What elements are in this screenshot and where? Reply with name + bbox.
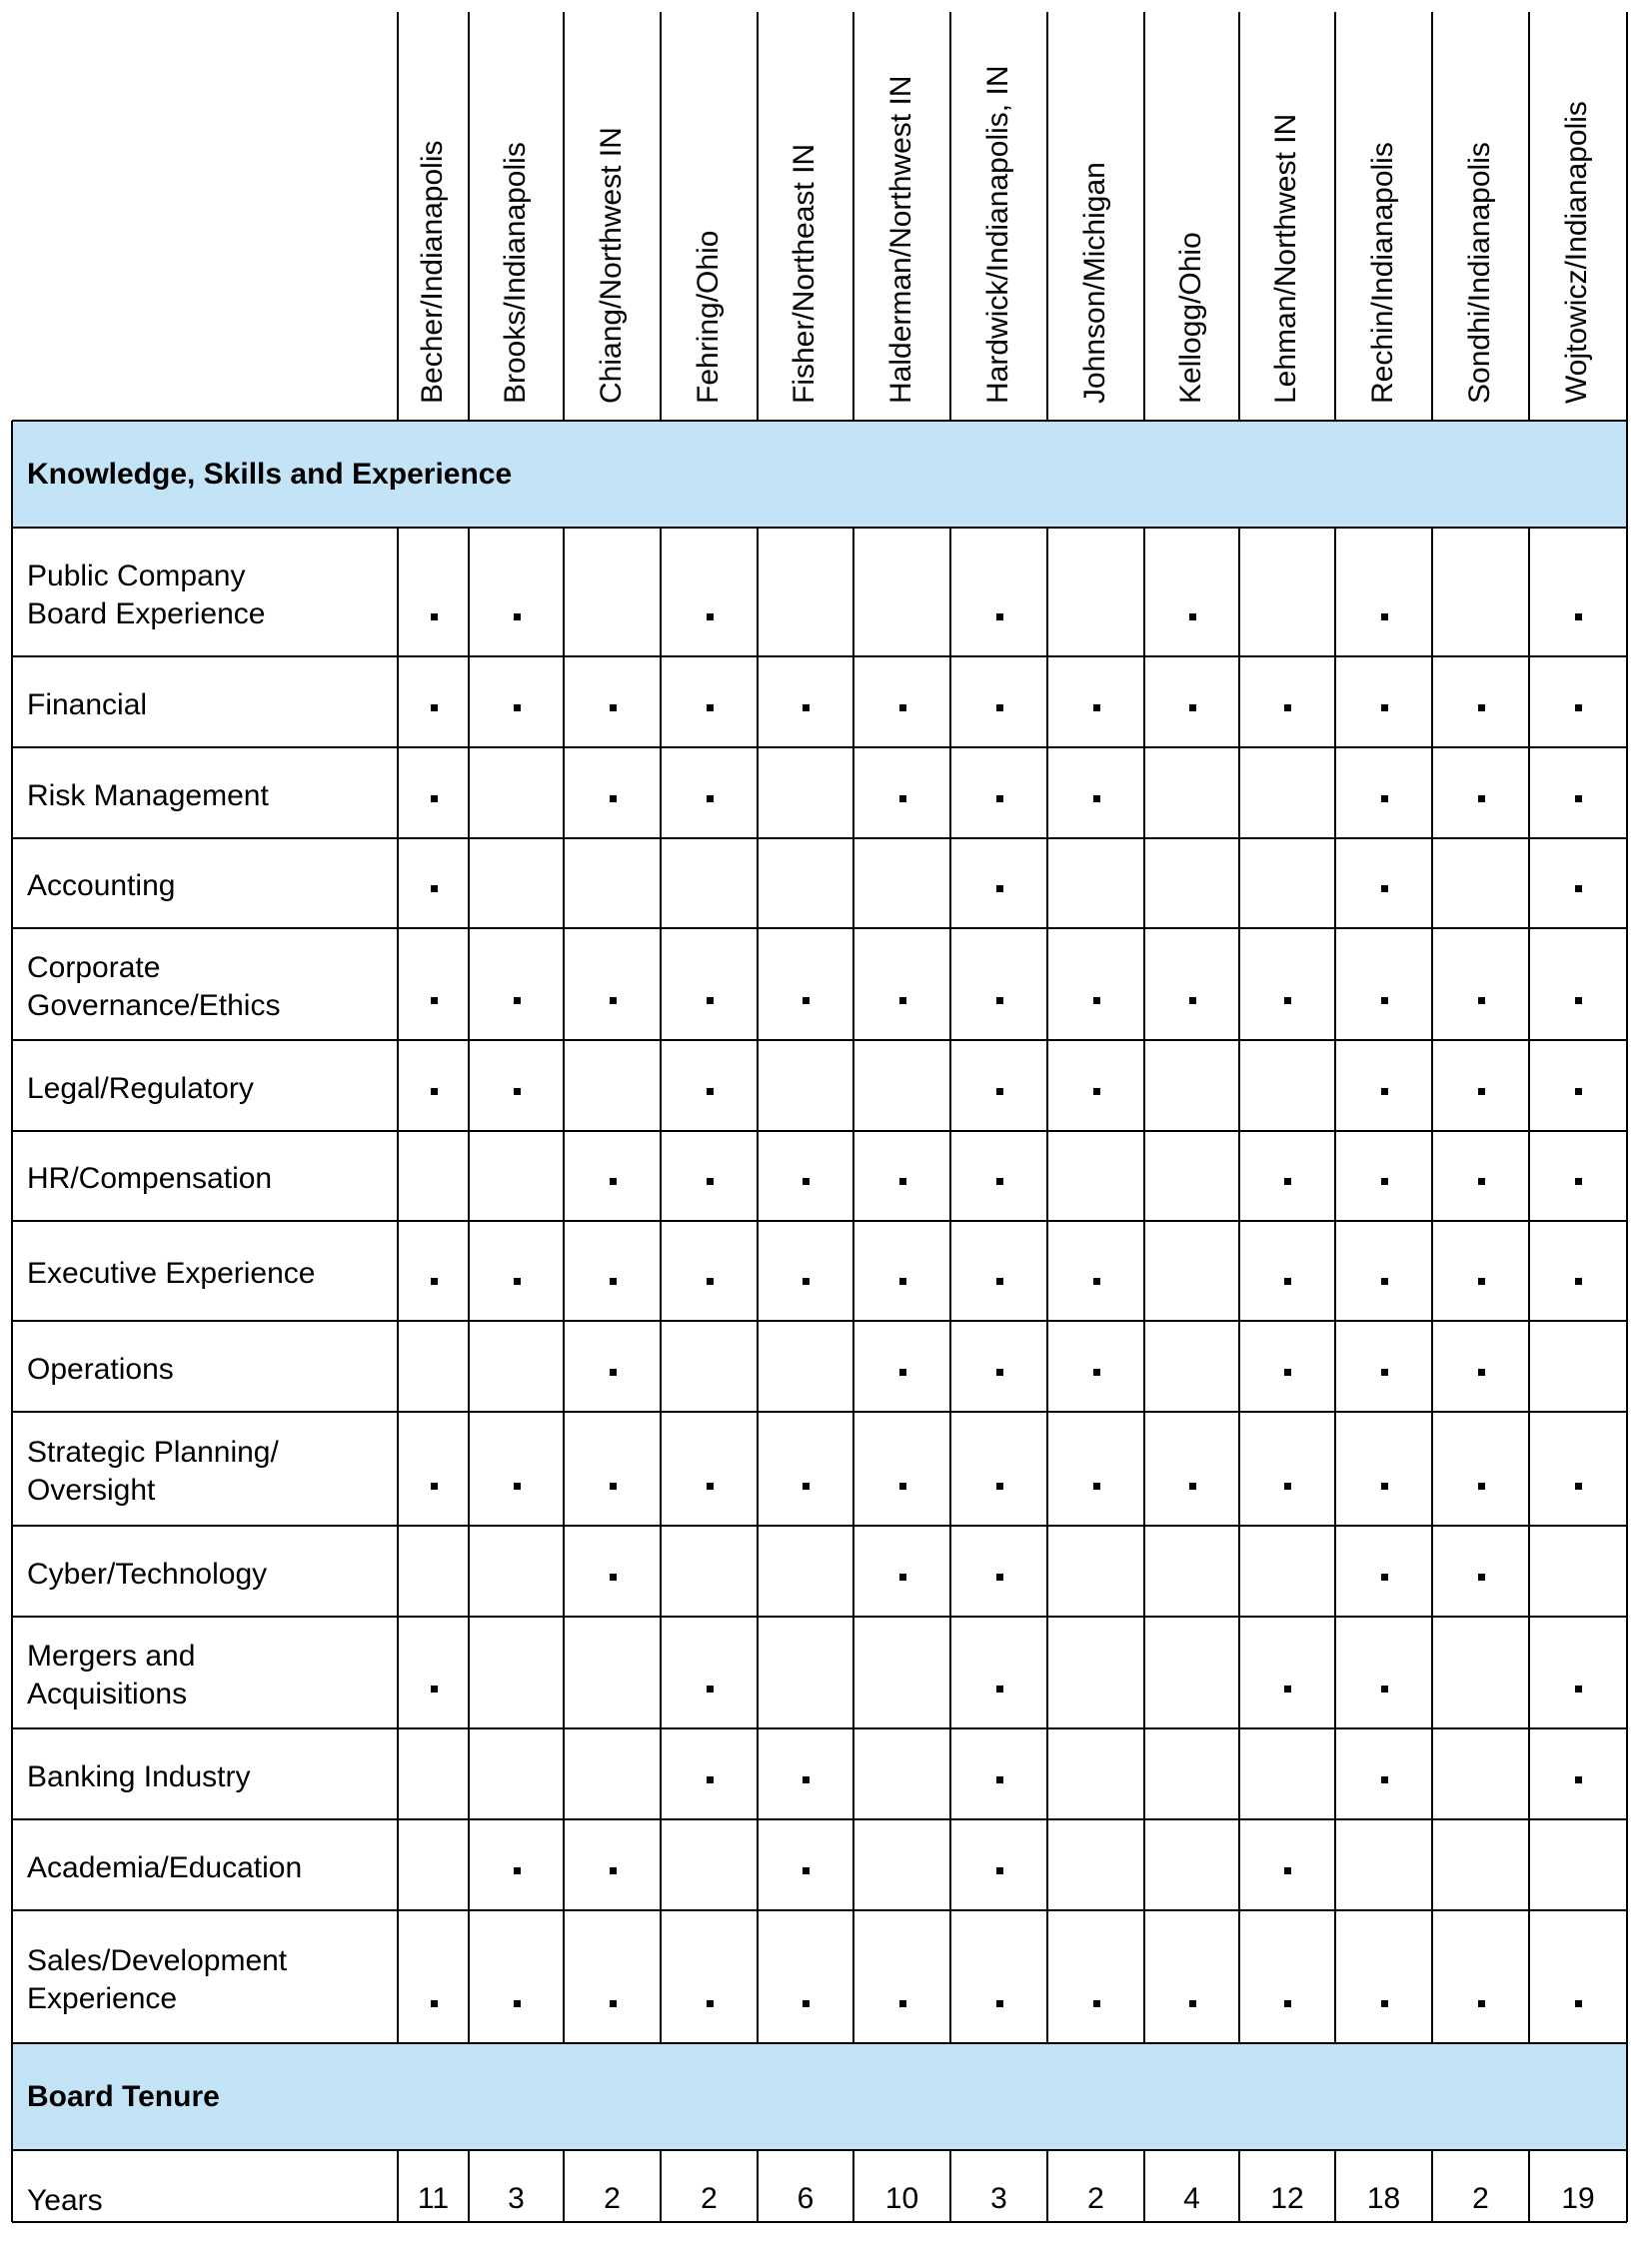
skill-mark-dot: [803, 1483, 810, 1490]
tenure-value: 11: [417, 2182, 450, 2215]
skill-row-label: [27, 686, 147, 724]
skill-mark-dot: [514, 1278, 521, 1285]
skill-row-label: [27, 1758, 250, 1796]
skill-mark-dot: [996, 1867, 1003, 1874]
skill-mark-dot: [707, 997, 714, 1004]
header-column-divider: [949, 12, 951, 421]
skill-mark-dot: [707, 1088, 714, 1095]
skill-mark-dot: [431, 613, 438, 620]
director-column-header: Fisher/Northeast IN: [788, 143, 820, 404]
section-band-tenure: [12, 2043, 1627, 2150]
header-column-divider: [468, 12, 470, 421]
skill-mark-dot: [1284, 1178, 1291, 1185]
skill-mark-dot: [1381, 2000, 1388, 2007]
director-column-header: Rechin/Indianapolis: [1365, 142, 1399, 404]
skill-mark-dot: [803, 1278, 810, 1285]
skill-mark-dot: [996, 1178, 1003, 1185]
skill-row-label: [27, 867, 175, 905]
skill-label-line: HR/Compensation: [27, 1162, 273, 1195]
band-border: [12, 2149, 1627, 2151]
skill-mark-dot: [707, 1686, 714, 1693]
tenure-value: 3: [508, 2182, 525, 2215]
skill-mark-dot: [431, 704, 438, 711]
skill-mark-dot: [899, 795, 906, 802]
skill-label-line: Board Experience: [27, 596, 266, 630]
skill-mark-dot: [1381, 704, 1388, 711]
skill-mark-dot: [707, 613, 714, 620]
skill-mark-dot: [1284, 1369, 1291, 1376]
band-border: [1626, 2043, 1628, 2150]
column-divider: [1238, 528, 1240, 2043]
skill-row-label: [27, 1255, 316, 1293]
skill-mark-dot: [1575, 997, 1582, 1004]
skill-mark-dot: [431, 885, 438, 892]
skill-mark-dot: [803, 1867, 810, 1874]
skill-mark-dot: [1575, 1088, 1582, 1095]
skill-mark-dot: [707, 1178, 714, 1185]
skill-mark-dot: [431, 795, 438, 802]
skill-mark-dot: [610, 2000, 617, 2007]
skill-mark-dot: [1189, 997, 1196, 1004]
skill-row-label: [27, 1070, 254, 1108]
header-column-divider: [1626, 12, 1628, 421]
skill-mark-dot: [514, 704, 521, 711]
column-divider: [1431, 2150, 1433, 2222]
band-border: [11, 2043, 13, 2150]
row-divider: [12, 927, 1627, 929]
skill-mark-dot: [996, 1686, 1003, 1693]
column-divider: [1528, 528, 1530, 2043]
column-divider: [397, 2150, 399, 2222]
column-divider: [468, 2150, 470, 2222]
director-column-header: Chiang/Northwest IN: [594, 127, 628, 404]
header-column-divider: [563, 12, 565, 421]
skill-mark-dot: [707, 1483, 714, 1490]
skill-mark-dot: [1284, 1686, 1291, 1693]
skill-mark-dot: [1478, 2000, 1485, 2007]
skill-mark-dot: [514, 1088, 521, 1095]
column-divider: [1334, 2150, 1336, 2222]
tenure-value: 6: [797, 2182, 815, 2215]
tenure-value: 2: [1087, 2182, 1104, 2215]
band-border: [1626, 421, 1628, 528]
director-column-header: Becher/Indianapolis: [415, 140, 449, 404]
skill-mark-dot: [1093, 1088, 1100, 1095]
skill-mark-dot: [899, 997, 906, 1004]
skill-mark-dot: [610, 1278, 617, 1285]
skill-label-line: Executive Experience: [27, 1257, 316, 1290]
skill-mark-dot: [1284, 1867, 1291, 1874]
skill-row-label: [27, 949, 280, 1025]
skill-mark-dot: [610, 997, 617, 1004]
skill-mark-dot: [431, 2000, 438, 2007]
skill-mark-dot: [1284, 704, 1291, 711]
director-column-header: Lehman/Northwest IN: [1269, 113, 1302, 404]
skill-mark-dot: [899, 1574, 906, 1581]
skill-mark-dot: [1478, 1483, 1485, 1490]
skill-row-label: [27, 1942, 287, 2018]
skill-mark-dot: [996, 1574, 1003, 1581]
skill-mark-dot: [1478, 1088, 1485, 1095]
skill-mark-dot: [996, 1369, 1003, 1376]
band-border: [11, 421, 13, 528]
skill-label-line: Accounting: [27, 869, 176, 902]
skill-mark-dot: [1478, 795, 1485, 802]
skill-mark-dot: [610, 1867, 617, 1874]
skill-row-label: [27, 1638, 195, 1713]
skill-mark-dot: [1093, 1369, 1100, 1376]
skill-mark-dot: [1381, 1369, 1388, 1376]
skill-mark-dot: [1478, 1369, 1485, 1376]
skill-label-line: Operations: [27, 1352, 174, 1386]
director-column-header: Halderman/Northwest IN: [883, 75, 917, 404]
column-divider: [1528, 2150, 1530, 2222]
skill-mark-dot: [899, 1369, 906, 1376]
skill-mark-dot: [1284, 2000, 1291, 2007]
skill-mark-dot: [1093, 997, 1100, 1004]
skill-mark-dot: [1575, 704, 1582, 711]
row-divider: [12, 527, 1627, 529]
column-divider: [1238, 2150, 1240, 2222]
column-divider: [660, 2150, 662, 2222]
director-column-header: Fehring/Ohio: [691, 230, 725, 404]
tenure-value: 18: [1366, 2182, 1401, 2215]
director-column-header: Hardwick/Indianapolis, IN: [980, 65, 1014, 404]
skill-label-line: Oversight: [27, 1474, 156, 1507]
column-divider: [852, 2150, 854, 2222]
header-column-divider: [1143, 12, 1145, 421]
skill-mark-dot: [610, 704, 617, 711]
tenure-value: 2: [1472, 2182, 1489, 2215]
column-divider: [949, 528, 951, 2043]
skill-mark-dot: [996, 613, 1003, 620]
column-divider: [1626, 528, 1628, 2043]
section-band-skills-title: Knowledge, Skills and Experience: [27, 457, 513, 491]
skill-label-line: Governance/Ethics: [27, 989, 281, 1022]
column-divider: [852, 528, 854, 2043]
table-left-border: [11, 528, 13, 2043]
column-divider: [397, 528, 399, 2043]
section-band-tenure-title: Board Tenure: [27, 2079, 220, 2113]
skill-mark-dot: [1093, 1278, 1100, 1285]
header-column-divider: [660, 12, 662, 421]
skill-mark-dot: [514, 2000, 521, 2007]
skill-mark-dot: [803, 997, 810, 1004]
skill-label-line: Financial: [27, 687, 148, 721]
skill-mark-dot: [1284, 997, 1291, 1004]
skill-row-label: [27, 1160, 272, 1198]
skill-row-label: [27, 1849, 302, 1887]
skill-mark-dot: [707, 2000, 714, 2007]
row-divider: [12, 837, 1627, 839]
skill-mark-dot: [803, 704, 810, 711]
skill-mark-dot: [610, 1483, 617, 1490]
skill-mark-dot: [1478, 1574, 1485, 1581]
skill-row-label: [27, 1434, 279, 1510]
skill-mark-dot: [1189, 704, 1196, 711]
row-divider: [12, 2221, 1627, 2223]
skill-mark-dot: [610, 795, 617, 802]
column-divider: [757, 2150, 759, 2222]
column-divider: [1143, 2150, 1145, 2222]
tenure-value: 12: [1270, 2182, 1304, 2215]
column-divider: [1143, 528, 1145, 2043]
skill-label-line: Public Company: [27, 559, 246, 592]
tenure-value: 4: [1183, 2182, 1200, 2215]
column-divider: [1046, 528, 1048, 2043]
table-left-border: [11, 2150, 13, 2222]
skill-mark-dot: [1189, 2000, 1196, 2007]
skill-mark-dot: [1381, 1278, 1388, 1285]
skill-mark-dot: [1575, 1278, 1582, 1285]
band-border: [12, 420, 1627, 422]
skill-mark-dot: [1381, 1088, 1388, 1095]
skill-mark-dot: [996, 997, 1003, 1004]
skill-mark-dot: [996, 885, 1003, 892]
skill-mark-dot: [803, 1776, 810, 1783]
skill-mark-dot: [1381, 1574, 1388, 1581]
tenure-value: 2: [701, 2182, 718, 2215]
tenure-value: 10: [884, 2182, 919, 2215]
row-divider: [12, 1818, 1627, 1820]
column-divider: [949, 2150, 951, 2222]
column-divider: [1626, 2150, 1628, 2222]
skill-mark-dot: [1381, 1178, 1388, 1185]
skill-mark-dot: [707, 1776, 714, 1783]
director-column-header: Johnson/Michigan: [1077, 162, 1111, 404]
skill-mark-dot: [1093, 704, 1100, 711]
skill-mark-dot: [610, 1178, 617, 1185]
header-column-divider: [1046, 12, 1048, 421]
column-divider: [468, 528, 470, 2043]
skill-label-line: Corporate: [27, 951, 161, 984]
skill-mark-dot: [1284, 1278, 1291, 1285]
column-divider: [1431, 528, 1433, 2043]
skill-label-line: Banking Industry: [27, 1759, 251, 1793]
skill-mark-dot: [996, 1776, 1003, 1783]
row-divider: [12, 1525, 1627, 1527]
column-divider: [660, 528, 662, 2043]
skill-mark-dot: [1478, 1178, 1485, 1185]
skill-mark-dot: [1575, 1178, 1582, 1185]
tenure-value: 19: [1561, 2182, 1595, 2215]
skill-mark-dot: [610, 1369, 617, 1376]
skill-mark-dot: [1575, 2000, 1582, 2007]
header-column-divider: [1528, 12, 1530, 421]
skill-mark-dot: [1575, 1686, 1582, 1693]
skill-label-line: Experience: [27, 1981, 178, 2015]
director-column-header: Wojtowicz/Indianapolis: [1560, 101, 1593, 404]
column-divider: [757, 528, 759, 2043]
skill-mark-dot: [899, 2000, 906, 2007]
skill-label-line: Legal/Regulatory: [27, 1071, 254, 1105]
skill-mark-dot: [899, 704, 906, 711]
header-column-divider: [852, 12, 854, 421]
skill-label-line: Sales/Development: [27, 1943, 288, 1977]
skill-label-line: Cyber/Technology: [27, 1557, 268, 1591]
skill-mark-dot: [1381, 1686, 1388, 1693]
skill-row-label: [27, 777, 269, 815]
skill-mark-dot: [1478, 1278, 1485, 1285]
skill-mark-dot: [514, 613, 521, 620]
skill-mark-dot: [431, 1088, 438, 1095]
skill-mark-dot: [996, 2000, 1003, 2007]
skill-mark-dot: [1381, 885, 1388, 892]
skill-mark-dot: [996, 1483, 1003, 1490]
skill-row-label: [27, 1351, 174, 1389]
row-divider: [12, 655, 1627, 657]
row-divider: [12, 1320, 1627, 1322]
row-divider: [12, 1220, 1627, 1222]
skill-mark-dot: [899, 1178, 906, 1185]
skill-mark-dot: [707, 1278, 714, 1285]
column-divider: [1334, 528, 1336, 2043]
skill-mark-dot: [996, 1278, 1003, 1285]
row-divider: [12, 1616, 1627, 1618]
skill-mark-dot: [1381, 1776, 1388, 1783]
director-column-header: Sondhi/Indianapolis: [1462, 142, 1496, 404]
row-divider: [12, 1130, 1627, 1132]
header-column-divider: [1238, 12, 1240, 421]
skill-mark-dot: [1381, 613, 1388, 620]
skill-mark-dot: [1093, 2000, 1100, 2007]
header-column-divider: [1334, 12, 1336, 421]
skill-mark-dot: [1189, 613, 1196, 620]
skill-mark-dot: [1284, 1483, 1291, 1490]
skill-mark-dot: [996, 704, 1003, 711]
skill-mark-dot: [1575, 1483, 1582, 1490]
row-divider: [12, 1909, 1627, 1911]
skill-mark-dot: [803, 1178, 810, 1185]
skill-row-label: [27, 558, 265, 633]
skill-mark-dot: [514, 1483, 521, 1490]
skill-label-line: Mergers and: [27, 1640, 196, 1673]
column-divider: [1046, 2150, 1048, 2222]
skill-mark-dot: [996, 795, 1003, 802]
skill-mark-dot: [707, 795, 714, 802]
skill-mark-dot: [1575, 795, 1582, 802]
skill-mark-dot: [707, 704, 714, 711]
header-column-divider: [1431, 12, 1433, 421]
skill-mark-dot: [514, 1867, 521, 1874]
skill-mark-dot: [431, 997, 438, 1004]
skill-mark-dot: [1381, 795, 1388, 802]
skill-label-line: Strategic Planning/: [27, 1436, 279, 1469]
skill-mark-dot: [1575, 613, 1582, 620]
skill-label-line: Acquisitions: [27, 1678, 188, 1710]
skill-mark-dot: [431, 1278, 438, 1285]
skill-mark-dot: [1381, 997, 1388, 1004]
row-divider: [12, 1411, 1627, 1413]
row-divider: [12, 1039, 1627, 1041]
row-divider: [12, 2042, 1627, 2044]
skill-mark-dot: [996, 1088, 1003, 1095]
skill-mark-dot: [1575, 1776, 1582, 1783]
header-column-divider: [397, 12, 399, 421]
skill-row-label: [27, 1556, 267, 1594]
skill-mark-dot: [431, 1686, 438, 1693]
tenure-value: 2: [604, 2182, 621, 2215]
skill-mark-dot: [514, 997, 521, 1004]
row-divider: [12, 746, 1627, 748]
row-divider: [12, 1727, 1627, 1729]
skill-mark-dot: [1093, 795, 1100, 802]
skill-mark-dot: [431, 1483, 438, 1490]
director-column-header: Kellogg/Ohio: [1173, 232, 1207, 404]
skill-mark-dot: [610, 1574, 617, 1581]
skill-mark-dot: [1093, 1483, 1100, 1490]
tenure-row-label: Years: [27, 2184, 103, 2217]
skill-mark-dot: [803, 2000, 810, 2007]
skill-mark-dot: [1381, 1483, 1388, 1490]
column-divider: [563, 528, 565, 2043]
skill-label-line: Academia/Education: [27, 1850, 303, 1884]
column-divider: [563, 2150, 565, 2222]
skill-label-line: Risk Management: [27, 778, 269, 812]
skill-mark-dot: [899, 1278, 906, 1285]
director-column-header: Brooks/Indianapolis: [498, 142, 532, 404]
skill-mark-dot: [1478, 997, 1485, 1004]
skill-mark-dot: [1189, 1483, 1196, 1490]
tenure-value: 3: [990, 2182, 1007, 2215]
skill-mark-dot: [1478, 704, 1485, 711]
skill-mark-dot: [1575, 885, 1582, 892]
header-column-divider: [757, 12, 759, 421]
skill-mark-dot: [899, 1483, 906, 1490]
